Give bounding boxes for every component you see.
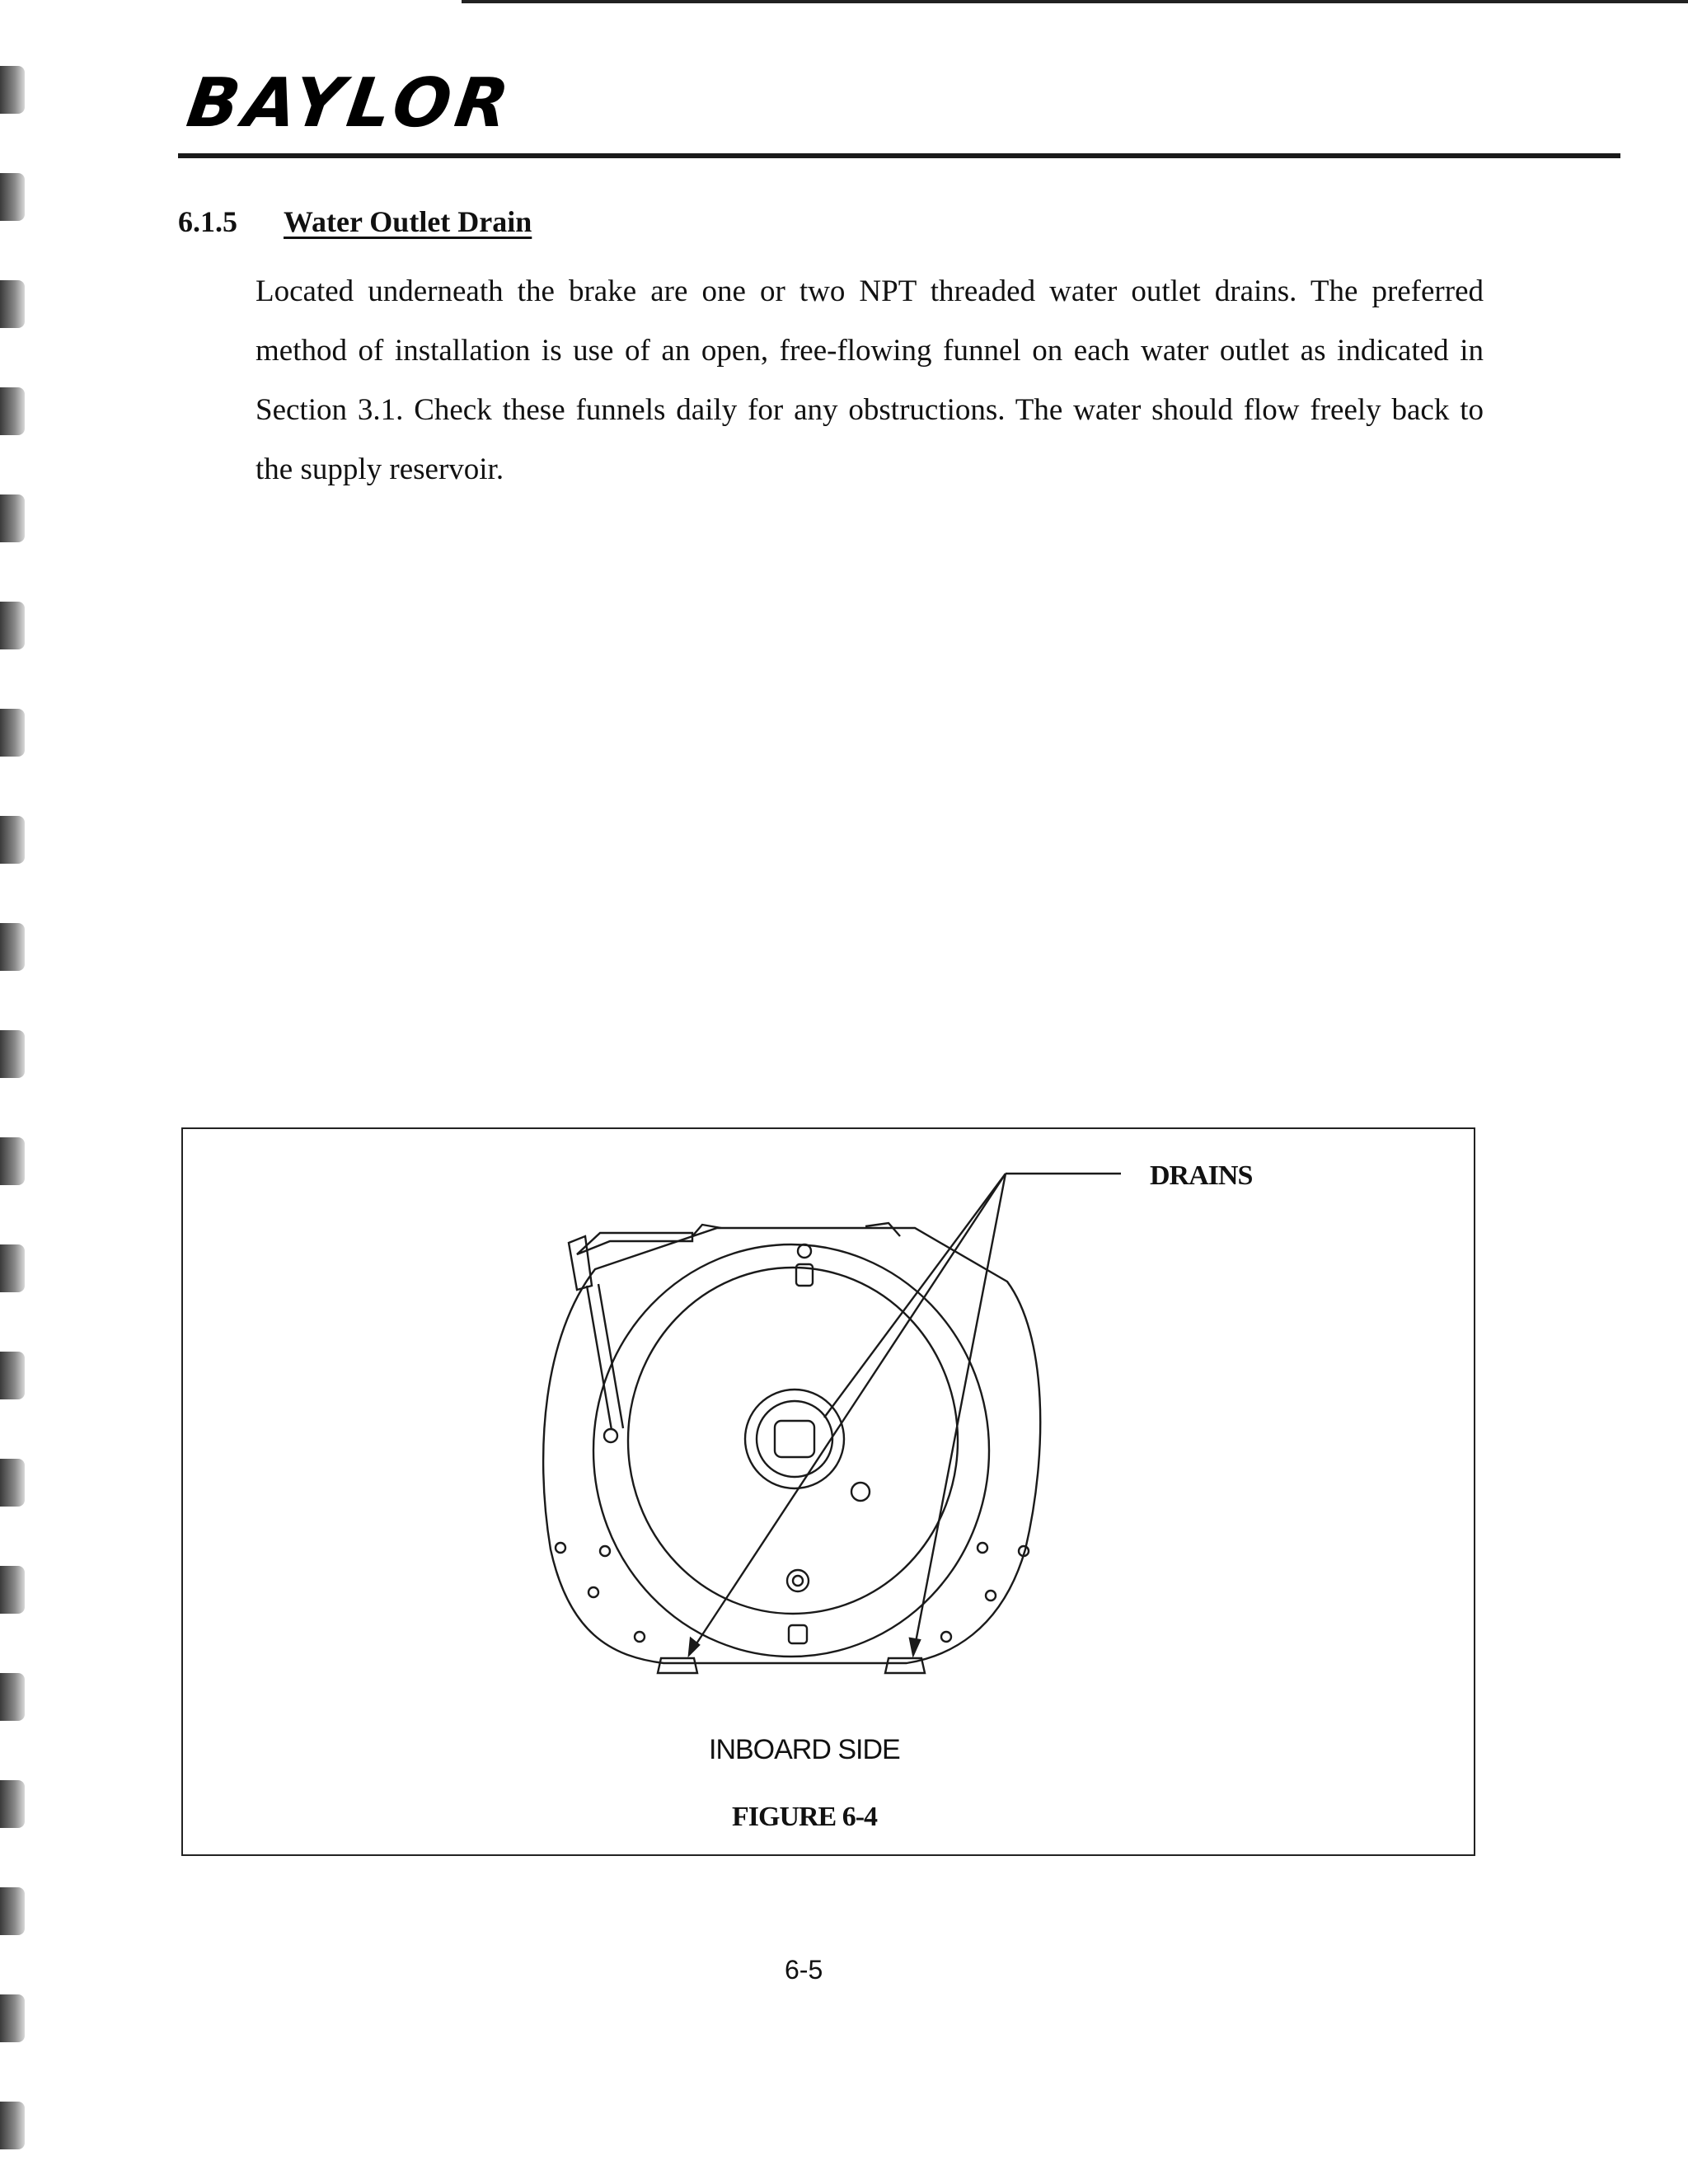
baylor-logo: BAYLOR	[182, 64, 518, 143]
inboard-side-label: INBOARD SIDE	[709, 1734, 900, 1765]
section-paragraph: Located underneath the brake are one or two NPT threaded water outlet drains. The preferred method of installation is use of an open, free-flowing funnel on each water outlet as indicated in Section 3.1. Check these funnels daily for any obstructions. The water should flow freely back to the supply reservoir.	[256, 274, 1484, 486]
bolt-hole	[978, 1543, 987, 1553]
center-lower-port-inner	[793, 1576, 803, 1586]
bolt-hole	[635, 1632, 645, 1642]
arrowhead-right	[910, 1638, 920, 1655]
section-title: Water Outlet Drain	[284, 205, 532, 238]
drain-arrow-left	[689, 1174, 1006, 1655]
hose-line	[587, 1286, 612, 1430]
hub-spline	[775, 1421, 814, 1457]
gauge-bracket	[577, 1233, 692, 1254]
bolt-hole	[986, 1591, 996, 1601]
bolt-hole	[588, 1587, 598, 1597]
section-number: 6.1.5	[178, 205, 237, 238]
drain-fitting-left	[658, 1658, 697, 1673]
hub-outer-ring	[745, 1390, 844, 1488]
bolt-hole	[600, 1546, 610, 1556]
figure-caption: FIGURE 6-4	[732, 1802, 878, 1832]
drain-arrow-right	[913, 1174, 1006, 1655]
hub-middle-ring	[757, 1401, 832, 1477]
top-lug-right	[865, 1223, 900, 1236]
bolt-hole	[556, 1543, 565, 1553]
drains-label: DRAINS	[1150, 1160, 1253, 1191]
hose-fitting	[604, 1429, 617, 1442]
brake-housing-outline	[543, 1228, 1040, 1663]
right-hub-port	[851, 1483, 870, 1501]
page-number: 6-5	[785, 1955, 823, 1985]
bottom-port-fitting	[789, 1625, 807, 1643]
top-port	[798, 1244, 811, 1258]
outer-flange-ring	[593, 1244, 989, 1657]
hose-line-edge	[598, 1284, 623, 1428]
bolt-hole	[941, 1632, 951, 1642]
center-lower-port	[787, 1570, 809, 1591]
inner-disc-ring	[628, 1268, 958, 1614]
